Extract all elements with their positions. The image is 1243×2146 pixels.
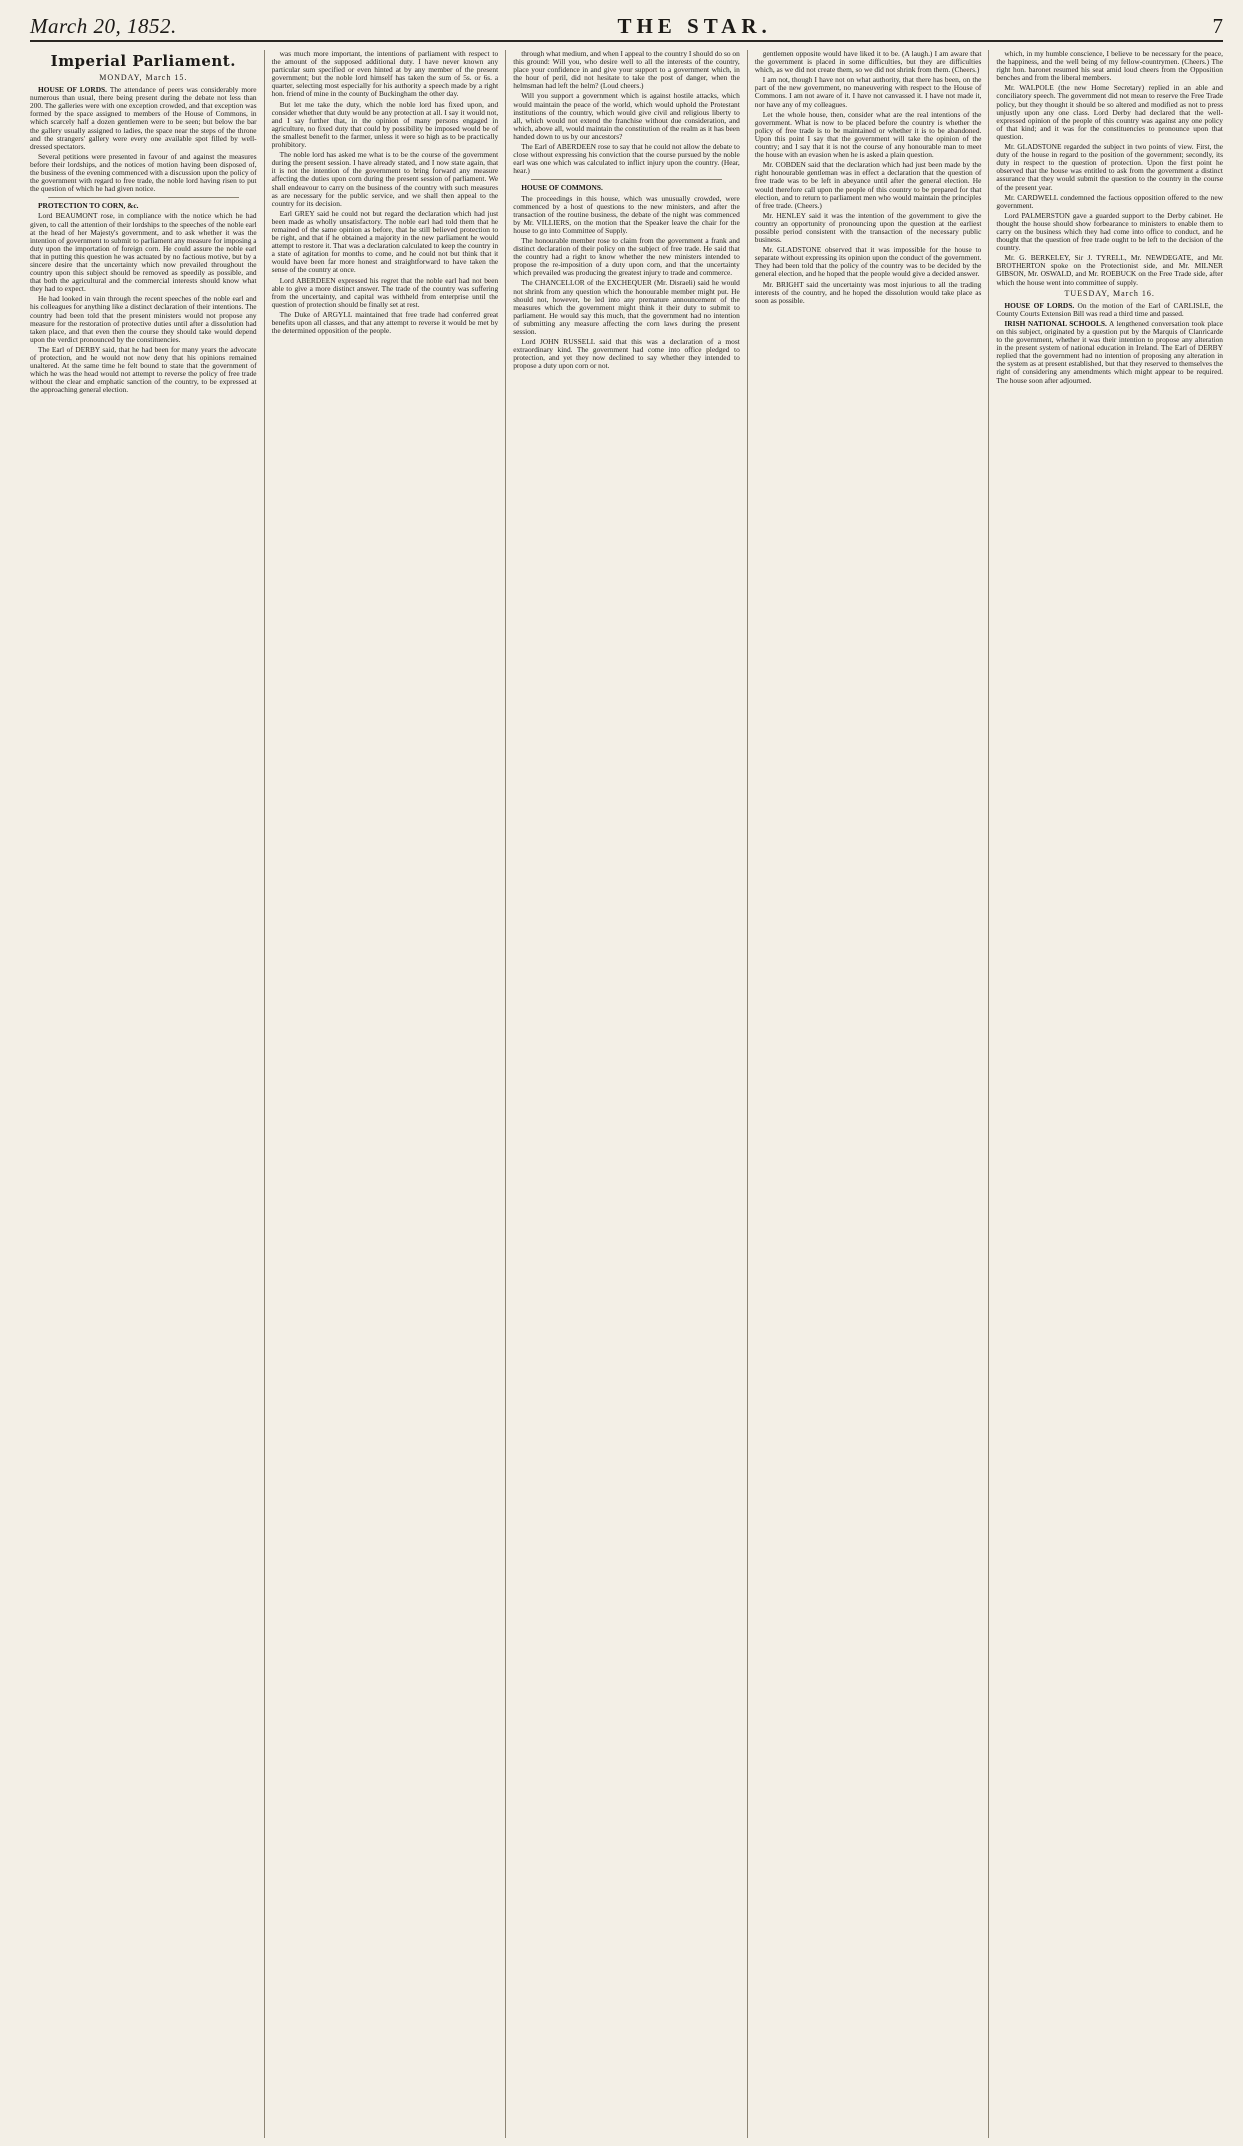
paragraph-text: A lengthened conversation took place on this subject, originated by a question put by the Marquis of Clanricarde to the government, whether it was their intention to propose any alteration in the present system of national education in Ireland. The Earl of DERBY replied that the government had no intention of proposing any alteration in the system as at present established, but that they reserved to themselves the right of considering any amendments which might appear to be required. The house soon after adjourned.: [996, 318, 1223, 385]
paragraph: [30, 202, 257, 210]
paragraph: Mr. HENLEY said it was the intention of the government to give the country an opportunity of pronouncing upon the question at the earliest possible period consistent with the transaction of the necessary public business.: [754, 210, 982, 245]
newspaper-title: THE STAR.: [617, 14, 772, 38]
paragraph: The noble lord has asked me what is to be the course of the government during the present session. I have already stated, and I now state again, that it is not the intention of the government to bring forward any measure affecting the duties upon corn during the present session of parliament. We shall endeavour to carry on the business of the country with such measures as are necessary for the public service, and we shall then appeal to the country for its decision.: [271, 150, 499, 208]
paragraph: Several petitions were presented in favour of and against the measures before their lordships, and the notices of motion having been disposed of, the business of the evening commenced with a discussion upon the policy of the government with regard to free trade, the noble lord having risen to put the question of which he had given notice.: [30, 151, 257, 194]
paragraph: gentlemen opposite would have liked it to be. (A laugh.) I am aware that the government is placed in some difficulties, but they are difficulties which, as we did not create them, so we did not shrink from them. (Cheers.): [754, 50, 982, 75]
paragraph: [513, 184, 740, 192]
paragraph: Lord BEAUMONT rose, in compliance with the notice which he had given, to call the attention of their lordships to the speeches of the noble earl at the head of her Majesty's government, and to ask whether it was the intention of government to submit to parliament any measure for imposing a duty upon the importation of foreign corn. He could assure the noble earl that in putting this question he was actuated by no factious motive, but by a sincere desire that the uncertainty which now prevailed throughout the country upon this subject should be removed as speedily as possible, and that both the agricultural and the commercial interests should know what they had to expect.: [30, 211, 257, 294]
paragraph: Lord PALMERSTON gave a guarded support to the Derby cabinet. He thought the house should show forbearance to ministers to enable them to carry on the business which they had come into office to conduct, and he thought that the question of free trade ought to be left to the decision of the country.: [996, 210, 1223, 253]
paragraph: [996, 320, 1223, 385]
paragraph: Mr. GLADSTONE regarded the subject in two points of view. First, the duty of the house in regard to the position of the government; secondly, its duty in respect to the question of protection. Upon the first point he observed that the house was entitled to ask from the government a distinct assurance that they would submit the question to the country in the course of the present year.: [996, 142, 1223, 192]
divider: [48, 197, 239, 198]
paragraph: Will you support a government which is against hostile attacks, which would maintain the peace of the world, which would uphold the Protestant institutions of the country, which would give civil and religious liberty to all, which would not extend the franchise without due consideration, and which, above all, would maintain the constitution of the realm as it has been handed down to us by our ancestors?: [513, 91, 740, 141]
column-3: [506, 50, 748, 2138]
paragraph: Mr. G. BERKELEY, Sir J. TYRELL, Mr. NEWDEGATE, and Mr. BROTHERTON spoke on the Protectionist side, and Mr. MILNER GIBSON, Mr. OSWALD, and Mr. ROEBUCK on the Free Trade side, after which the house went into committee of supply.: [996, 253, 1223, 287]
paragraph-text: On the motion of the Earl of CARLISLE, the County Courts Extension Bill was read a third time and passed.: [996, 300, 1223, 318]
paragraph: [30, 86, 257, 151]
paragraph: through what medium, and when I appeal to the country I should do so on this ground: Will you, who desire well to all the interests of the country, place your confidence in and give your support to a government which, in the hour of peril, did not hesitate to take the post of danger, when the helmsman had left the helm? (Loud cheers.): [513, 50, 740, 91]
paragraph: Mr. BRIGHT said the uncertainty was most injurious to all the trading interests of the country, and he hoped the dissolution would take place as soon as possible.: [754, 279, 982, 305]
subheading: HOUSE OF COMMONS.: [521, 183, 603, 193]
paragraph: Mr. GLADSTONE observed that it was impossible for the house to separate without expressing its opinion upon the conduct of the government. They had been told that the policy of the country was to be decided by the general election, and he hoped that the people would give a decided answer.: [754, 245, 982, 279]
paragraph: [996, 302, 1223, 318]
paragraph: I am not, though I have not on what authority, that there has been, on the part of the new government, no maneuvering with respect to the House of Commons. I am not aware of it. I have not canvassed it. I have not made it, nor have any of my colleagues.: [754, 75, 982, 109]
subheading: IRISH NATIONAL SCHOOLS.: [1004, 318, 1107, 328]
subheading: PROTECTION TO CORN, &c.: [38, 201, 139, 211]
paragraph: But let me take the duty, which the noble lord has fixed upon, and consider whether that duty would be any protection at all. I say it would not, and I say further that, in the opinion of many persons engaged in agriculture, no fixed duty that could by possibility be imposed would be of the smallest benefit to the farmer, unless it were so high as to be practically prohibitory.: [271, 99, 499, 150]
column-4: [748, 50, 990, 2138]
paragraph: Let the whole house, then, consider what are the real intentions of the government. What is now to be placed before the country is whether the policy of free trade is to be maintained or whether it is to be abandoned. Upon this point I say that the government will take the opinion of the country; and I say that it is not the course of any honourable man to meet the house with an evasion when he is asked a plain question.: [754, 109, 982, 160]
paragraph: The Duke of ARGYLL maintained that free trade had conferred great benefits upon all classes, and that any attempt to reverse it would be met by the determined opposition of the people.: [271, 309, 499, 336]
paragraph: The CHANCELLOR of the EXCHEQUER (Mr. Disraeli) said he would not shrink from any question which the honourable member might put. He should not, however, be led into any premature announcement of the measures which the government might think it their duty to submit to parliament. He would say this much, that the government had no intention of submitting any measure affecting the corn laws during the present session.: [513, 278, 740, 336]
sitting-date: TUESDAY, March 16.: [1064, 288, 1155, 298]
column-5: [989, 50, 1223, 2138]
paragraph: The Earl of ABERDEEN rose to say that he could not allow the debate to close without expressing his conviction that the course pursued by the noble earl was one which was calculated to inflict injury upon the country. (Hear, hear.): [513, 142, 740, 176]
paragraph: Mr. CARDWELL condemned the factious opposition offered to the new government.: [996, 192, 1223, 210]
masthead: [30, 14, 1223, 42]
paragraph: Lord JOHN RUSSELL said that this was a declaration of a most extraordinary kind. The government had come into office pledged to protection, and yet they now declined to say whether they intended to propose a duty upon corn or not.: [513, 337, 740, 371]
paragraph-text: The attendance of peers was considerably more numerous than usual, there being present during the debate not less than 200. The galleries were with one exception crowded, and that exception was formed by the space assigned to members of the House of Commons, in which scarcely half a dozen gentlemen were to be seen; but below the bar the gallery usually assigned to ladies, the space near the steps of the throne and the strangers' gallery were every one available spot filled by well-dressed spectators.: [30, 85, 257, 151]
article-columns: [30, 50, 1223, 2138]
subheading: HOUSE OF LORDS.: [38, 85, 108, 95]
paragraph: The honourable member rose to claim from the government a frank and distinct declaration of their policy on the subject of free trade. He said that the country had a right to know whether the new ministers intended to propose the re-imposition of a duty upon corn, and that the uncertainty which prevailed was producing the greatest injury to trade and commerce.: [513, 235, 740, 278]
sitting-date: MONDAY, March 15.: [99, 73, 188, 82]
page-number: 7: [1212, 14, 1223, 38]
paragraph: The Earl of DERBY said, that he had been for many years the advocate of protection, and he would not now deny that his opinions remained unaltered. At the same time he felt bound to state that the government of which he was the head would not attempt to reverse the policy of free trade without the clear and emphatic sanction of the country, to be expressed at the approaching general election.: [30, 344, 257, 395]
paragraph: was much more important, the intentions of parliament with respect to the amount of the supposed additional duty. I have never known any particular sum specified or even hinted at by any member of the present government; but the noble lord himself has taken the sum of 5s. or 6s. a quarter, selecting most especially for his authority a speech made by a right hon. friend of mine in the county of Buckingham the other day.: [271, 50, 499, 99]
paragraph: Lord ABERDEEN expressed his regret that the noble earl had not been able to give a more distinct answer. The trade of the country was suffering from the uncertainty, and capital was withheld from enterprise until the question of protection should be finally set at rest.: [271, 275, 499, 309]
paragraph: Mr. COBDEN said that the declaration which had just been made by the right honourable gentleman was in effect a declaration that the question of free trade was to be left in abeyance until after the general election. He would therefore call upon the people of this country to be prepared for that election, and to return to parliament men who would maintain the principles of free trade. (Cheers.): [754, 160, 982, 210]
column-1: [30, 50, 265, 2138]
paragraph: which, in my humble conscience, I believe to be necessary for the peace, the happiness, and the well being of my fellow-countrymen. (Cheers.) The right hon. baronet resumed his seat amid loud cheers from the Opposition benches and from the liberal members.: [996, 50, 1223, 83]
paragraph: The proceedings in this house, which was unusually crowded, were commenced by a host of questions to the new ministers, and after the transaction of the routine business, the debate of the night was commenced by Mr. VILLIERS, on the motion that the Speaker leave the chair for the house to go into Committee of Supply.: [513, 193, 740, 235]
subheading: HOUSE OF LORDS.: [1004, 300, 1075, 310]
section-title: Imperial Parliament.: [50, 52, 236, 70]
paragraph: He had looked in vain through the recent speeches of the noble earl and his colleagues for anything like a distinct declaration of their intentions. The country had been told that the present ministers would not propose any measure for the restoration of protective duties until after a dissolution had taken place, and that even then the course they should take would depend upon the verdict pronounced by the constituencies.: [30, 294, 257, 344]
divider: [531, 179, 722, 180]
paragraph: Mr. WALPOLE (the new Home Secretary) replied in an able and conciliatory speech. The government did not mean to reserve the Free Trade policy, but they thought it should be so altered and modified as not to press unjustly upon any one class. Lord Derby had declared that the well-expressed opinion of the people of this country was against any one policy of that kind; and it was for the constituencies to pronounce upon that question.: [996, 83, 1223, 141]
issue-date: March 20, 1852.: [30, 14, 177, 38]
column-2: [265, 50, 507, 2138]
paragraph: Earl GREY said he could not but regard the declaration which had just been made as wholly unsatisfactory. The noble earl had told them that he remained of the same opinion as before, that he still believed protection to be right, and that if he obtained a majority in the new parliament he would attempt to restore it. That was a declaration calculated to keep the country in a state of agitation for months to come, and he could not but think that it would have been far more honest and straightforward to have taken the sense of the country at once.: [271, 208, 499, 275]
